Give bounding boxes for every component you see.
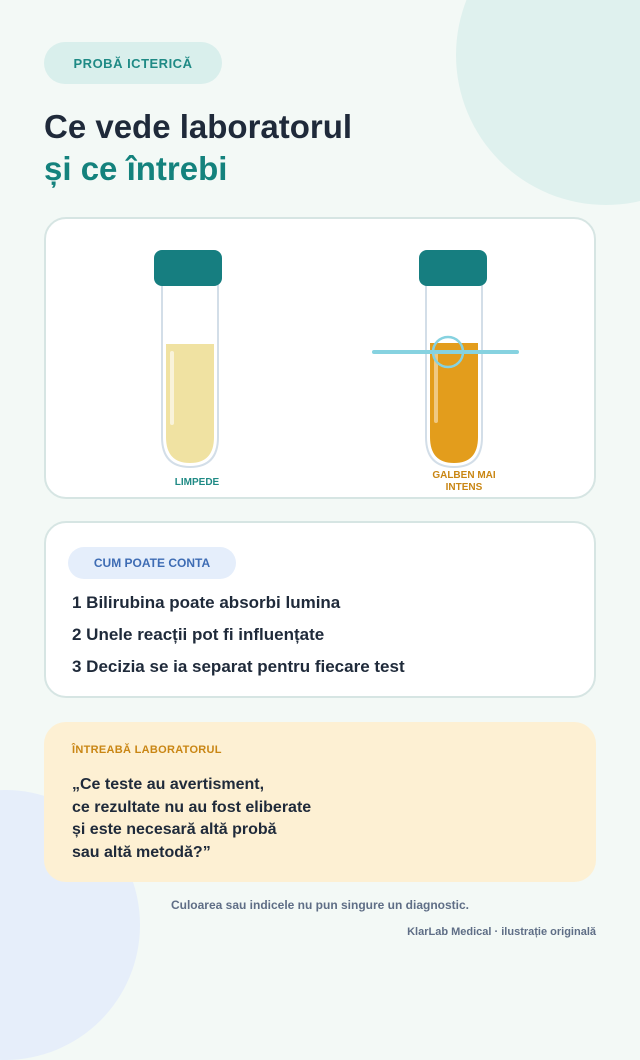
quote-line: și este necesară altă probă — [72, 821, 277, 838]
list-item: 2 Unele reacții pot fi influențate — [72, 625, 325, 644]
effects-card — [44, 521, 596, 698]
right-tube-label-line-2: INTENS — [445, 482, 483, 493]
section-chip: CUM POATE CONTA — [68, 547, 236, 579]
disclaimer: Culoarea sau indicele nu pun singure un diagnostic. — [170, 898, 470, 912]
topic-tag: PROBĂ ICTERICĂ — [44, 42, 222, 84]
decorative-circle-top-right — [456, 0, 640, 205]
ask-lab-card — [44, 722, 596, 882]
left-test-tube-icon — [154, 250, 222, 467]
right-tube-label-line-1: GALBEN MAI — [432, 470, 496, 481]
effects-list — [72, 593, 405, 689]
quote-line: „Ce teste au avertisment, — [72, 776, 265, 793]
title-line-1: Ce vede laboratorul — [44, 108, 353, 145]
list-item: 3 Decizia se ia separat pentru fiecare test — [72, 657, 405, 676]
tubes-illustration — [46, 219, 598, 501]
quote-line: sau altă metodă?” — [72, 843, 211, 861]
title-line-2: și ce întrebi — [44, 150, 228, 187]
tubes-card — [44, 217, 596, 499]
ask-quote — [72, 774, 311, 864]
left-tube-label: LIMPEDE — [174, 477, 220, 488]
quote-line: ce rezultate nu au fost eliberate — [72, 798, 312, 816]
credit: KlarLab Medical · ilustrație originală — [407, 926, 596, 938]
page-title — [44, 106, 352, 190]
right-test-tube-icon — [419, 250, 487, 467]
right-tube-label — [414, 470, 514, 494]
list-item: 1 Bilirubina poate absorbi lumina — [72, 593, 341, 612]
ask-label: ÎNTREABĂ LABORATORUL — [72, 744, 222, 756]
